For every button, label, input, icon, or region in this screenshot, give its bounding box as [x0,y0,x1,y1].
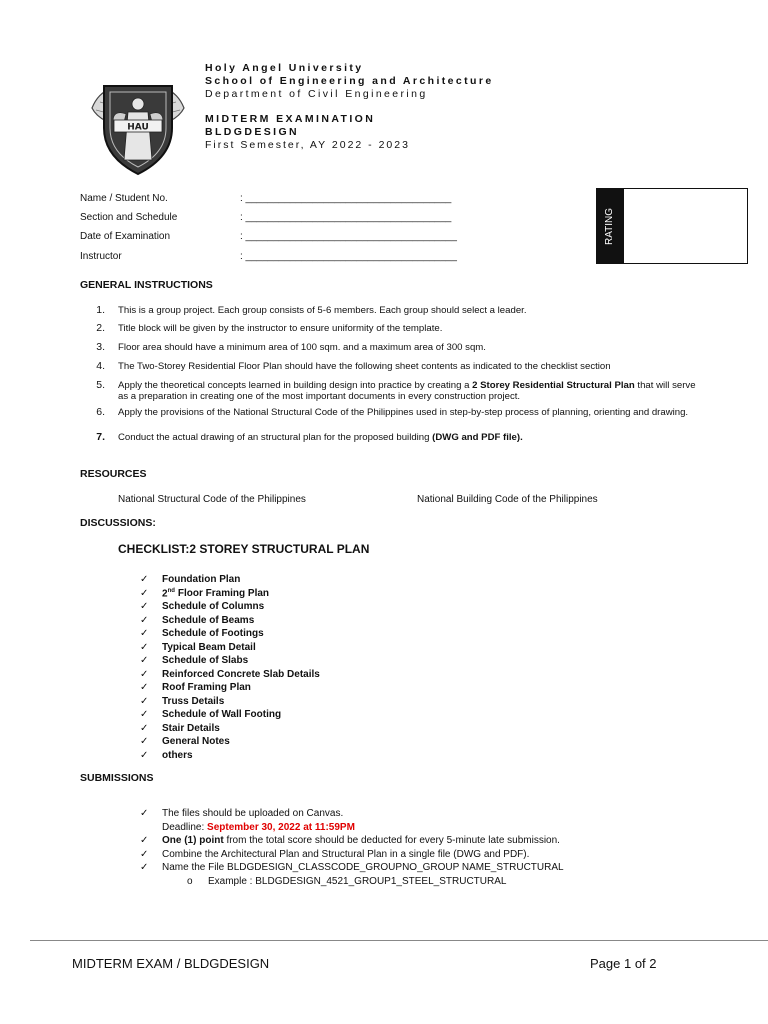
instruction-text: Apply the provisions of the National Structural Code of the Philippines used in step-by-step process of planning, orienting and drawing. [118,407,689,418]
deadline-line: Deadline: September 30, 2022 at 11:59PM [162,822,355,833]
instruction-number: 4. [96,360,105,372]
submission-item: One (1) point from the total score should be deducted for every 5-minute late submission. [162,835,560,846]
sub-bullet-icon: o [187,876,193,887]
instruction-text: Conduct the actual drawing of an structural plan for the proposed building (DWG and PDF file). [118,432,523,443]
check-icon: ✓ [140,614,149,626]
checklist-item: Schedule of Wall Footing [162,709,282,720]
instruction-text: Title block will be given by the instructor to ensure uniformity of the template. [118,323,443,334]
check-icon: ✓ [140,695,149,707]
checklist-item: Schedule of Slabs [162,655,249,666]
checklist-item: Truss Details [162,695,225,707]
footer-left-text: MIDTERM EXAM / BLDGDESIGN [72,956,270,971]
checklist-item: others [162,749,193,761]
instruction-number: 2. [96,322,105,334]
instruction-number: 5. [96,379,105,391]
footer-divider [30,940,768,941]
check-icon: ✓ [140,668,149,680]
checklist-item: Reinforced Concrete Slab Details [162,668,320,680]
checklist-item: Foundation Plan [162,574,241,585]
submissions-title: SUBMISSIONS [80,772,154,784]
check-icon: ✓ [140,736,149,747]
name-field[interactable]: : _____________________________________ [240,193,452,204]
instruction-number: 1. [96,304,105,316]
rating-label: RATING [604,207,616,245]
instruction-text: Floor area should have a minimum area of 100 sqm. and a maximum area of 300 sqm. [118,342,486,353]
instructor-label: Instructor [80,251,122,262]
instruction-text: Apply the theoretical concepts learned in building design into practice by creating a 2 Storey Residential Structural Plan that will serve as a preparation in creating one of the most important documents in every construction project. [118,380,696,402]
instruction-number: 7. [96,431,105,443]
page-number: Page 1 of 2 [590,956,657,971]
instruction-text: This is a group project. Each group consists of 5-6 members. Each group should select a leader. [118,305,527,316]
instruction-text: The Two-Storey Residential Floor Plan should have the following sheet contents as indicated to the checklist section [118,361,611,372]
submission-item: Combine the Architectural Plan and Structural Plan in a single file (DWG and PDF). [162,849,530,860]
check-icon: ✓ [140,655,149,666]
checklist-item: General Notes [162,736,230,747]
discussions-title: DISCUSSIONS: [80,517,156,529]
university-seal-logo [82,68,194,180]
instructor-field[interactable]: : ______________________________________ [240,251,457,262]
section-label: Section and Schedule [80,212,178,223]
instruction-number: 6. [96,406,105,418]
course-code: BLDGDESIGN [205,126,300,138]
name-label: Name / Student No. [80,193,168,204]
checklist-item: Roof Framing Plan [162,682,251,693]
check-icon: ✓ [140,849,149,860]
check-icon: ✓ [140,835,149,846]
instruction-number: 3. [96,341,105,353]
check-icon: ✓ [140,574,149,585]
date-label: Date of Examination [80,231,171,242]
checklist-item: Schedule of Footings [162,628,264,639]
resource-item: National Structural Code of the Philippines [118,494,306,505]
check-icon: ✓ [140,749,149,761]
check-icon: ✓ [140,682,149,693]
department-name: Department of Civil Engineering [205,88,428,100]
resource-item: National Building Code of the Philippines [417,494,598,505]
checklist-item: Schedule of Columns [162,601,265,612]
check-icon: ✓ [140,641,149,653]
date-field[interactable]: : ______________________________________ [240,231,457,242]
check-icon: ✓ [140,722,149,734]
seal-text: HAU [127,122,149,133]
checklist-item: Schedule of Beams [162,614,255,626]
section-field[interactable]: : _____________________________________ [240,212,452,223]
file-name-example: Example : BLDGDESIGN_4521_GROUP1_STEEL_STRUCTURAL [208,876,507,887]
checklist-title: CHECKLIST:2 STOREY STRUCTURAL PLAN [118,542,370,556]
university-name: Holy Angel University [205,62,364,74]
exam-title: MIDTERM EXAMINATION [205,113,376,125]
check-icon: ✓ [140,709,149,720]
submission-item: The files should be uploaded on Canvas. [162,808,344,819]
submission-item: Name the File BLDGDESIGN_CLASSCODE_GROUPNO_GROUP NAME_STRUCTURAL [162,862,564,873]
checklist-item: Typical Beam Detail [162,641,256,653]
check-icon: ✓ [140,862,149,873]
semester-line: First Semester, AY 2022 - 2023 [205,139,410,151]
check-icon: ✓ [140,808,149,819]
checklist-item: Stair Details [162,722,220,734]
check-icon: ✓ [140,628,149,639]
resources-title: RESOURCES [80,468,147,480]
general-instructions-title: GENERAL INSTRUCTIONS [80,279,213,291]
checklist-item: 2nd Floor Framing Plan [162,587,270,599]
school-name: School of Engineering and Architecture [205,75,494,87]
check-icon: ✓ [140,601,149,612]
check-icon: ✓ [140,587,149,599]
